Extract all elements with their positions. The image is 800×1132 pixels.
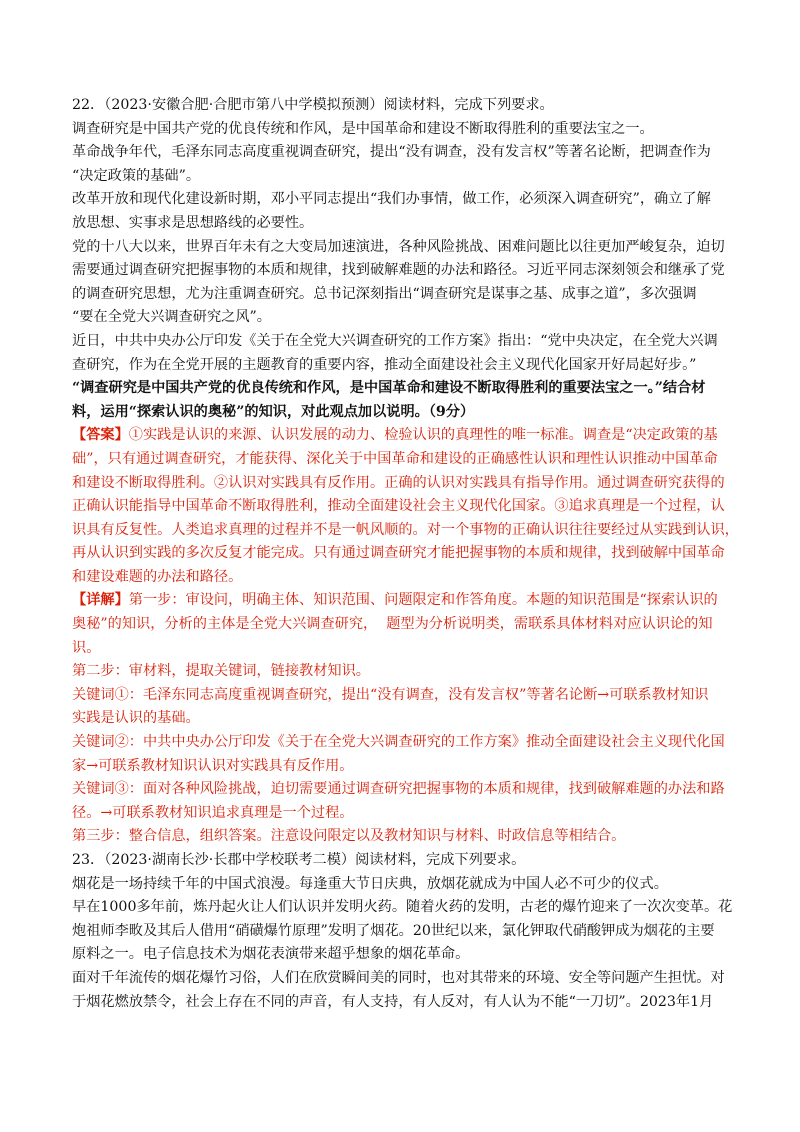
- paragraph: [72, 94, 734, 118]
- text-line: [72, 542, 734, 566]
- text-line: [72, 660, 734, 684]
- text-line: [72, 849, 734, 873]
- paragraph: [72, 684, 734, 731]
- line-text: 面对千年流传的烟花爆竹习俗，人们在欣赏瞬间美的同时，也对其带来的环境、安全等问题产生担忧。对: [72, 969, 725, 986]
- line-text: 和建设难题的办法和路径。: [72, 568, 243, 585]
- line-text: 第三步：整合信息，组织答案。注意设问限定以及教材知识与材料、时政信息等相结合。: [72, 828, 626, 845]
- line-text: 改革开放和现代化建设新时期，邓小平同志提出“我们办事情，做工作，必须深入调查研究”，确立了解: [72, 191, 711, 208]
- text-line: [72, 94, 734, 118]
- text-line: [72, 637, 734, 661]
- text-line: [72, 330, 734, 354]
- line-text: 烟花是一场持续千年的中国式浪漫。每逢重大节日庆典，放烟花就成为中国人必不可少的仪式。: [72, 875, 668, 892]
- line-text: 查研究，作为在全党开展的主题教育的重要内容，推动全面建设社会主义现代化国家开好局起好步。”: [72, 356, 697, 373]
- text-line: [72, 755, 734, 779]
- text-line: [72, 825, 734, 849]
- line-text: 的调查研究思想，尤为注重调查研究。总书记深刻指出“调查研究是谋事之基、成事之道”，多次强调: [72, 285, 697, 302]
- text-line: [72, 424, 734, 448]
- text-line: [72, 991, 734, 1015]
- text-line: [72, 566, 734, 590]
- text-line: [72, 967, 734, 991]
- line-text: 实践是认识的基础。: [72, 710, 200, 727]
- line-text: 识。: [72, 639, 101, 656]
- line-text: “决定政策的基础”。: [72, 167, 201, 184]
- text-line: [72, 401, 734, 425]
- paragraph: [72, 188, 734, 235]
- line-text: 第一步：审设问，明确主体、知识范围、问题限定和作答角度。本题的知识范围是“探索认识的: [128, 592, 718, 609]
- line-text: 需要通过调查研究把握事物的本质和规律，找到破解难题的办法和路径。习近平同志深刻领会和继承了党: [72, 262, 725, 279]
- line-text: 党的十八大以来，世界百年未有之大变局加速演进，各种风险挑战、困难问题比以往更加严峻复杂，迫切: [72, 238, 725, 255]
- line-text: 22．（2023·安徽合肥·合肥市第八中学模拟预测）阅读材料，完成下列要求。: [72, 97, 554, 113]
- paragraph: [72, 118, 734, 142]
- paragraph: [72, 873, 734, 897]
- text-line: [72, 519, 739, 543]
- paragraph: [72, 377, 734, 424]
- line-text: 家→可联系教材知识认识对实践具有反作用。: [72, 757, 354, 774]
- text-line: [72, 802, 734, 826]
- paragraph: [72, 660, 734, 684]
- text-line: [72, 920, 734, 944]
- text-line: [72, 259, 734, 283]
- paragraph: [72, 731, 734, 778]
- text-line: [72, 472, 734, 496]
- text-line: [72, 731, 734, 755]
- line-text: 和建设不断取得胜利。②认识对实践具有反作用。正确的认识对实践具有指导作用。通过调查研究获得的: [72, 474, 725, 491]
- text-line: [72, 236, 734, 260]
- text-line: [72, 613, 734, 637]
- line-text: 炮祖师李畋及其后人借用“硝磺爆竹原理”发明了烟花。20世纪以来，氯化钾取代硝酸钾成为烟花的主要: [72, 922, 715, 939]
- text-line: [72, 306, 734, 330]
- section-tag: 【答案】: [72, 427, 129, 444]
- line-text: 奥秘”的知识，分析的主体是全党大兴调查研究， 题型为分析说明类，需联系具体材料对应认识论的知: [72, 616, 713, 633]
- line-text: 关键词①：毛泽东同志高度重视调查研究，提出“没有调查，没有发言权”等著名论断→可联系教材知识: [72, 686, 709, 703]
- text-line: [72, 707, 734, 731]
- text-line: [72, 377, 734, 401]
- line-text: 径。→可联系教材知识追求真理是一个过程。: [72, 804, 354, 821]
- text-line: [72, 778, 734, 802]
- text-line: [72, 188, 734, 212]
- line-text: 识具有反复性。人类追求真理的过程并不是一帆风顺的。对一个事物的正确认识往往要经过从实践到认识，: [72, 521, 739, 538]
- line-text: 革命战争年代，毛泽东同志高度重视调查研究，提出“没有调查，没有发言权”等著名论断，把调查作为: [72, 144, 711, 161]
- line-text: 础”，只有通过调查研究，才能获得、深化关于中国革命和建设的正确感性认识和理性认识推动中国革命: [72, 450, 718, 467]
- line-text: 再从认识到实践的多次反复才能完成。只有通过调查研究才能把握事物的本质和规律，找到破解中国革命: [72, 545, 725, 562]
- paragraph: [72, 849, 734, 873]
- paragraph: [72, 236, 734, 330]
- line-text: 正确认识能指导中国革命不断取得胜利，推动全面建设社会主义现代化国家。③追求真理是一个过程，认: [72, 498, 725, 515]
- line-text: 关键词②：中共中央办公厅印发《关于在全党大兴调查研究的工作方案》推动全面建设社会主义现代化国: [72, 734, 725, 751]
- line-text: 放思想、实事求是思想路线的必要性。: [72, 214, 314, 231]
- text-line: [72, 212, 734, 236]
- paragraph: [72, 141, 734, 188]
- line-text: “要在全党大兴调查研究之风”。: [72, 309, 271, 326]
- paragraph: [72, 967, 734, 1014]
- text-line: [72, 141, 734, 165]
- text-line: [72, 589, 734, 613]
- line-text: 调查研究是中国共产党的优良传统和作风，是中国革命和建设不断取得胜利的重要法宝之一。: [72, 120, 654, 137]
- line-text: 第二步：审材料，提取关键词，链接教材知识。: [72, 663, 370, 680]
- text-line: [72, 873, 734, 897]
- text-line: [72, 684, 734, 708]
- text-line: [72, 896, 734, 920]
- text-line: [72, 943, 734, 967]
- paragraph: [72, 589, 734, 660]
- line-text: 关键词③：面对各种风险挑战，迫切需要通过调查研究把握事物的本质和规律，找到破解难题的办法和路: [72, 781, 725, 798]
- text-line: [72, 118, 734, 142]
- text-line: [72, 495, 734, 519]
- line-text: 近日，中共中央办公厅印发《关于在全党大兴调查研究的工作方案》指出：“党中央决定，在全党大兴调: [72, 332, 718, 349]
- line-text: 原料之一。电子信息技术为烟花表演带来超乎想象的烟花革命。: [72, 946, 470, 963]
- line-text: 23．（2023·湖南长沙·长郡中学校联考二模）阅读材料，完成下列要求。: [72, 852, 526, 868]
- section-tag: 【详解】: [72, 592, 129, 609]
- paragraph: [72, 778, 734, 825]
- text-line: [72, 354, 734, 378]
- line-text: 料，运用“探索认识的奥秘”的知识，对此观点加以说明。（9分）: [72, 403, 475, 420]
- text-line: [72, 165, 734, 189]
- text-line: [72, 448, 734, 472]
- line-text: “调查研究是中国共产党的优良传统和作风，是中国革命和建设不断取得胜利的重要法宝之一。”结合材: [72, 380, 706, 397]
- line-text: 早在1000多年前，炼丹起火让人们认识并发明火药。随着火药的发明，古老的爆竹迎来了一次次变革。花: [72, 899, 733, 916]
- line-text: ①实践是认识的来源、认识发展的动力、检验认识的真理性的唯一标准。调查是“决定政策的基: [128, 427, 718, 444]
- text-line: [72, 283, 734, 307]
- paragraph: [72, 896, 734, 967]
- paragraph: [72, 330, 734, 377]
- paragraph: [72, 424, 739, 589]
- document-page: [72, 94, 739, 1014]
- line-text: 于烟花燃放禁令，社会上存在不同的声音，有人支持，有人反对，有人认为不能“一刀切”。2023年1月: [72, 993, 714, 1010]
- paragraph: [72, 825, 734, 849]
